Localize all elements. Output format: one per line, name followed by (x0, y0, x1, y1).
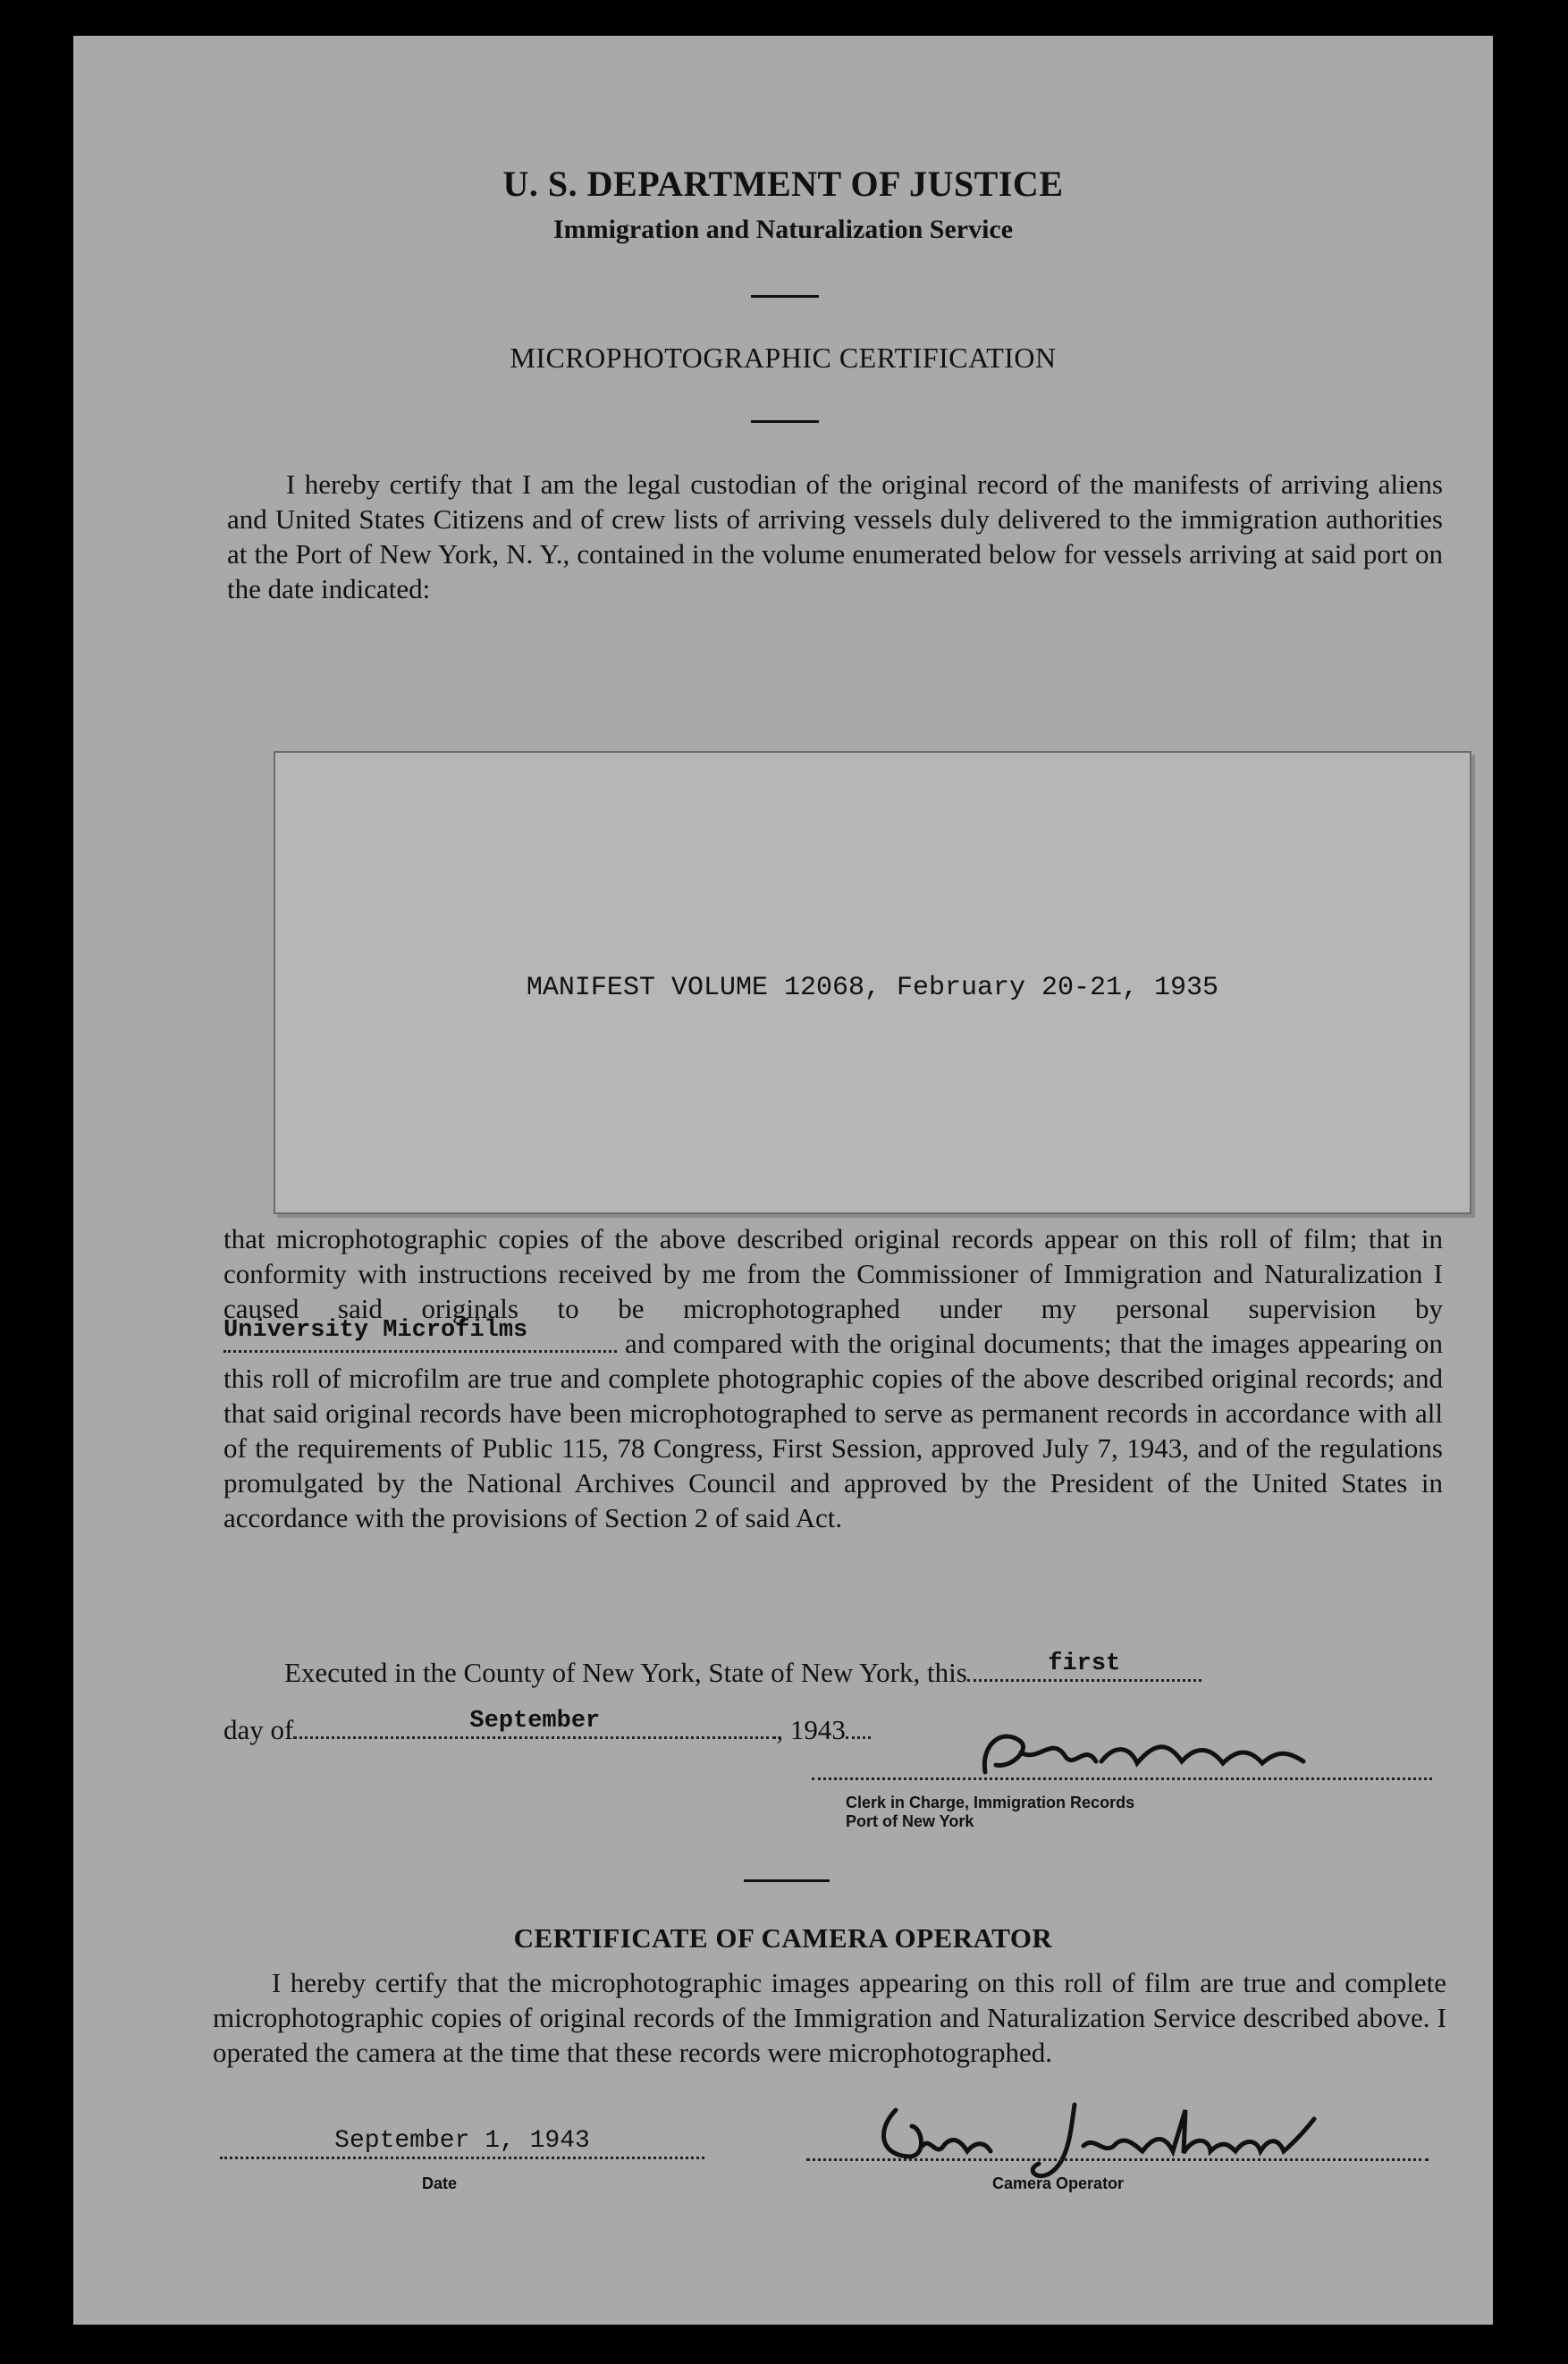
camera-certificate-text: I hereby certify that the microphotographic images appearing on this roll of film are true and complete microphotographic copies of original records of the Immigration and Naturalization Service described above. I operated the camera at the time that these records were microphotographed. (213, 1967, 1446, 2068)
month-value: September (469, 1708, 601, 1735)
day-of-label: day of (223, 1714, 294, 1745)
executed-prefix: Executed in the County of New York, State of New York, this (284, 1657, 967, 1688)
day-field (967, 1651, 1201, 1682)
section-divider (744, 1879, 830, 1882)
certification-body (223, 1221, 1443, 1535)
date-line (223, 1708, 871, 1746)
date-label: Date (422, 2174, 458, 2192)
supervisor-value: University Microfilms (223, 1317, 528, 1344)
year-text: , 1943 (776, 1714, 846, 1745)
camera-date-value: September 1, 1943 (334, 2127, 590, 2155)
header-divider (751, 295, 819, 298)
intro-paragraph: I hereby certify that I am the legal custodian of the original record of the manifests of arriving aliens and United States Citizens and of crew lists of arriving vessels duly delivered to the immigration authorities at the Port of New York, N. Y., contained in the volume enumerated below for vessels arriving at said port on the date indicated: (227, 469, 1443, 604)
executed-line (284, 1651, 1201, 1689)
clerk-signature-line (812, 1776, 1432, 1780)
camera-operator-label: Camera Operator (992, 2174, 1125, 2192)
clerk-title-line2: Port of New York (846, 1812, 974, 1830)
clerk-title-line1: Clerk in Charge, Immigration Records (846, 1794, 1135, 1811)
operator-signature-line (806, 2157, 1429, 2161)
day-value: first (1048, 1651, 1121, 1677)
clerk-title (846, 1794, 1134, 1831)
body-text-part1: that microphotographic copies of the above described original records appear on this roll of film; that in conformity with instructions received by me from the Commissioner of Immigration and Naturalization I caused said originals to be microphotographed under my personal supervision by (223, 1223, 1443, 1324)
month-field (293, 1708, 776, 1739)
form-title: MICROPHOTOGRAPHIC CERTIFICATION (510, 342, 1057, 374)
certificate-sheet (73, 36, 1493, 2325)
body-text-part2: and compared with the original documents; that the images appearing on this roll of microfilm are true and complete photographic copies of the above described original records; and that said original records have been microphotographed to serve as permanent records in accordance with all of the requirements of Public 115, 78 Congress, First Session, approved July 7, 1943, and of the regulations promulgated by the National Archives Council and approved by the President of the United States in accordance with the provisions of Section 2 of said Act. (223, 1328, 1443, 1533)
service-subtitle: Immigration and Naturalization Service (552, 215, 1014, 244)
volume-slip (274, 751, 1471, 1214)
year-dots (846, 1713, 871, 1739)
manifest-volume-label: MANIFEST VOLUME 12068, February 20-21, 1935 (526, 973, 1219, 1003)
camera-certificate-title: CERTIFICATE OF CAMERA OPERATOR (513, 1922, 1053, 1954)
title-divider (751, 420, 819, 423)
agency-title: U. S. DEPARTMENT OF JUSTICE (502, 164, 1064, 204)
supervisor-field (223, 1317, 617, 1353)
camera-date-field (220, 2126, 704, 2159)
camera-operator-signature (860, 2092, 1361, 2182)
